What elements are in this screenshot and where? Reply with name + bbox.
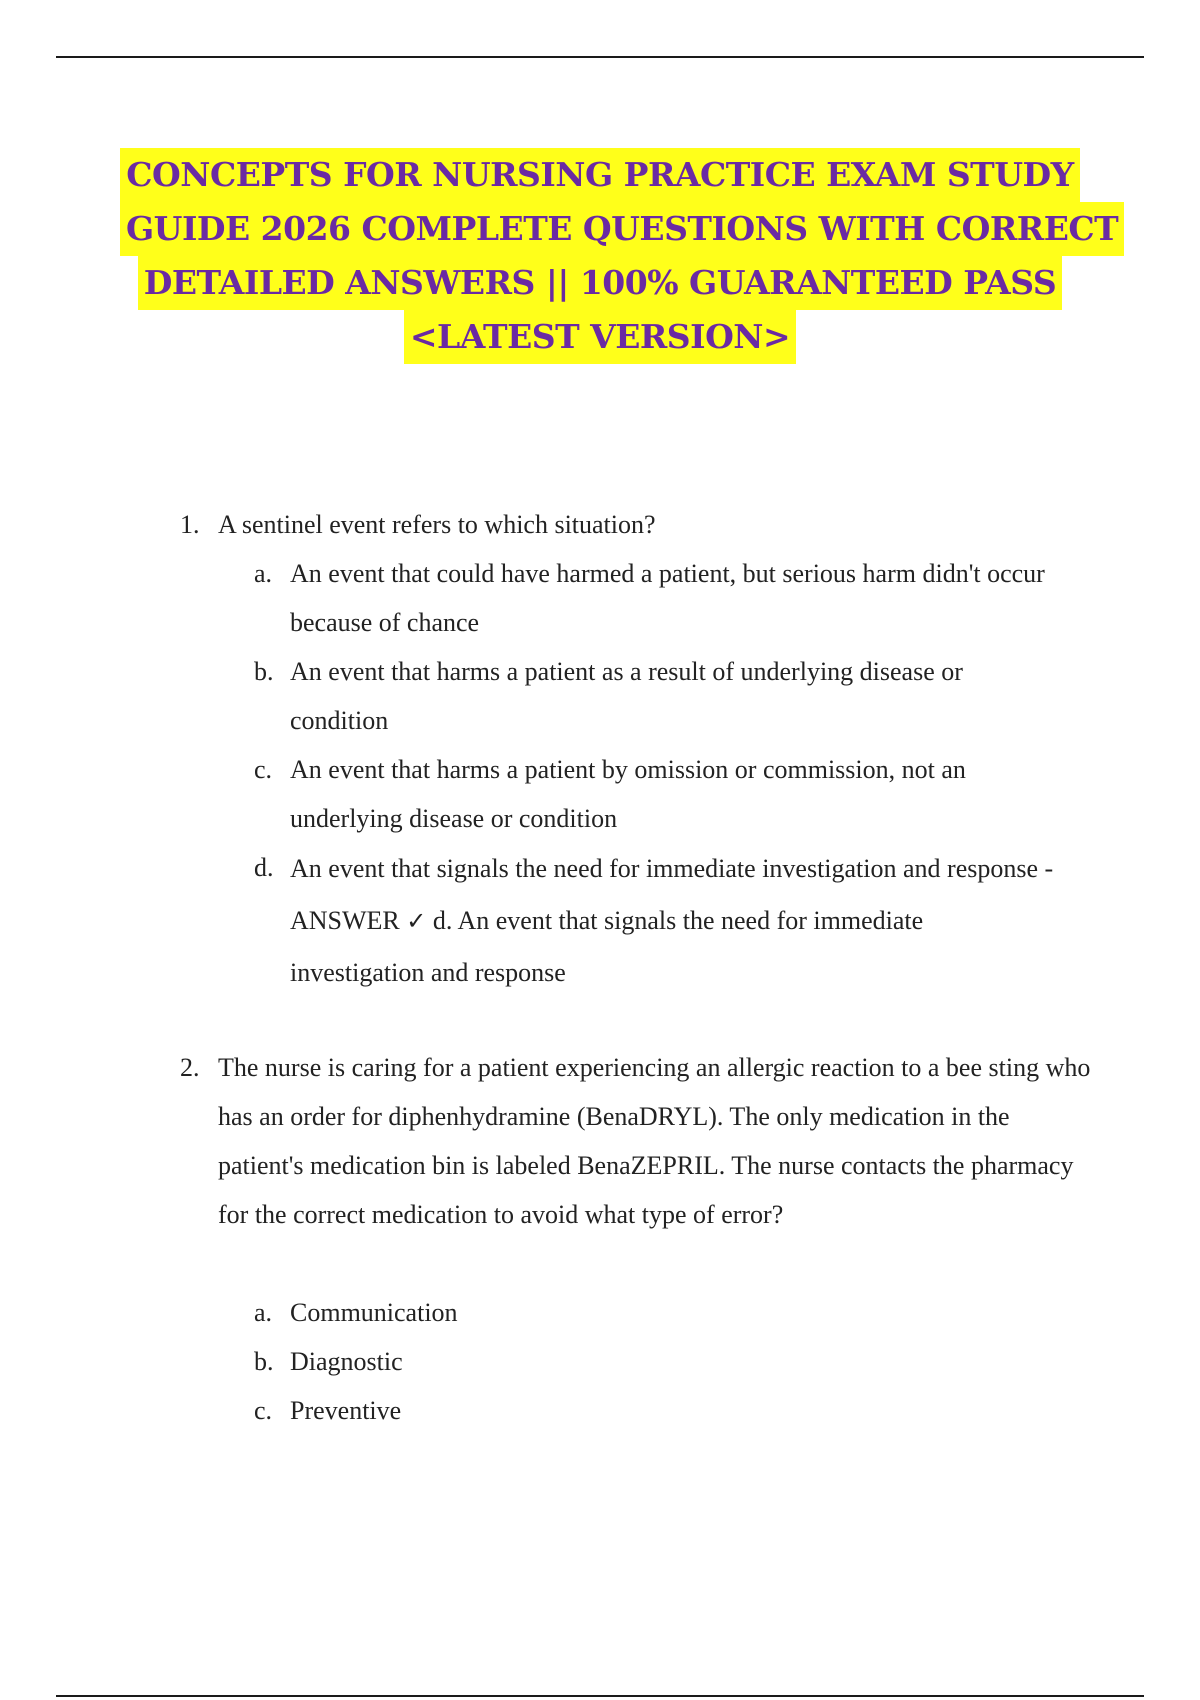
top-rule <box>56 56 1144 58</box>
option-letter: b. <box>254 657 274 686</box>
title-line-3: DETAILED ANSWERS || 100% GUARANTEED PASS <box>138 256 1062 310</box>
question-number: 1. <box>180 510 200 539</box>
option-letter: b. <box>254 1347 274 1376</box>
title-line-4: <LATEST VERSION> <box>404 310 796 364</box>
option-text: An event that signals the need for immediate investigation and response - ANSWER <box>290 854 1054 935</box>
answer-text: d. An event that signals the need for immediate investigation and response <box>290 906 924 987</box>
option-letter: c. <box>254 1396 273 1425</box>
question-text: A sentinel event refers to which situation? <box>218 510 656 539</box>
option-text: Diagnostic <box>290 1347 403 1376</box>
title-line-2: GUIDE 2026 COMPLETE QUESTIONS WITH CORRECT <box>120 202 1124 256</box>
document-title <box>120 148 1119 364</box>
title-line-1: CONCEPTS FOR NURSING PRACTICE EXAM STUDY <box>120 148 1079 202</box>
checkmark-icon: ✓ <box>406 907 427 935</box>
bottom-rule <box>56 1695 1144 1697</box>
option-text-with-answer <box>290 843 1060 999</box>
option-text: Preventive <box>290 1396 402 1425</box>
option-text: Communication <box>290 1298 458 1327</box>
option-letter: a. <box>254 559 273 588</box>
option-text: An event that harms a patient by omission or commission, not an underlying disease or condition <box>290 755 966 833</box>
question-text: The nurse is caring for a patient experiencing an allergic reaction to a bee sting who has an order for diphenhydramine (BenaDRYL). The only medication in the patient's medication bin is labeled BenaZEPRIL. The nurse contacts the pharmacy for the correct medication to avoid what type of error? <box>218 1053 1091 1229</box>
option-letter: d. <box>254 853 274 882</box>
question-number: 2. <box>180 1053 200 1082</box>
option-letter: a. <box>254 1298 273 1327</box>
option-text: An event that harms a patient as a result of underlying disease or condition <box>290 657 963 735</box>
option-text: An event that could have harmed a patient, but serious harm didn't occur because of chance <box>290 559 1045 637</box>
option-letter: c. <box>254 755 273 784</box>
